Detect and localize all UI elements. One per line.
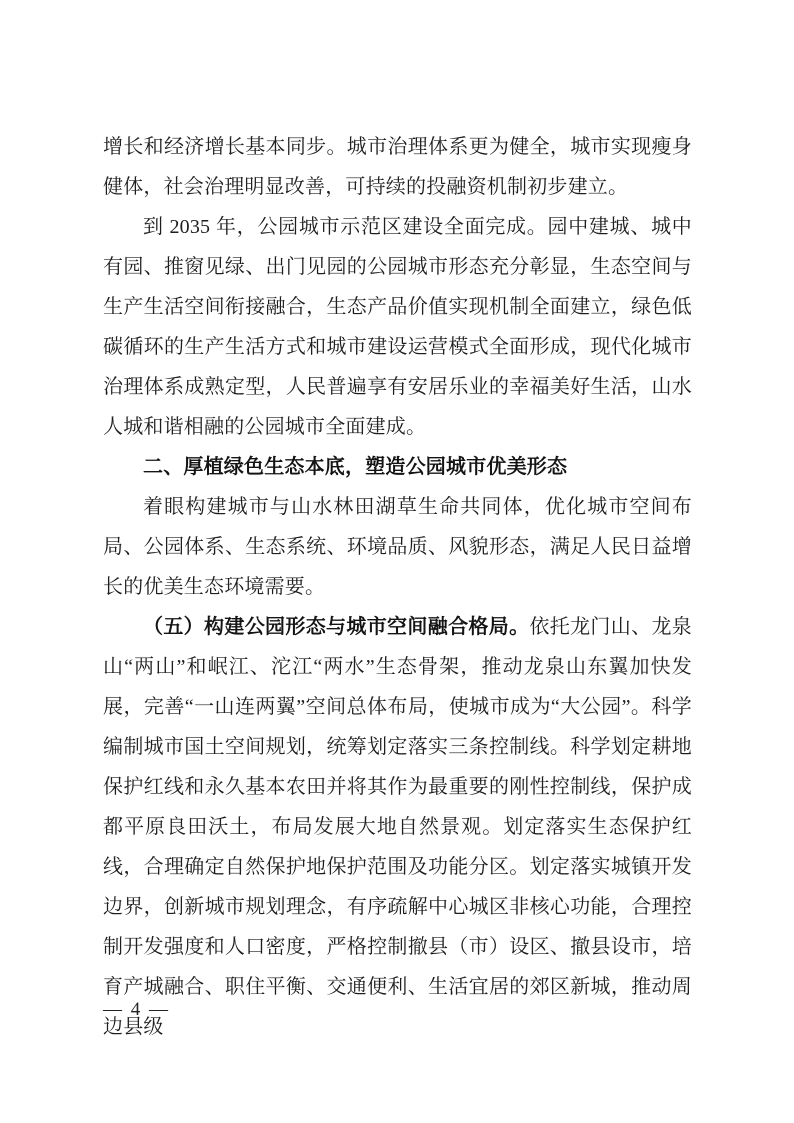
paragraph-section-intro: 着眼构建城市与山水林田湖草生命共同体，优化城市空间布局、公园体系、生态系统、环境品质、风貌形态，满足人民日益增长的优美生态环境需要。	[103, 496, 692, 598]
paragraph-item-5-text: 依托龙门山、龙泉山“两山”和岷江、沱江“两水”生态骨架，推动龙泉山东翼加快发展，完善“一山连两翼”空间总体布局，使城市成为“大公园”。科学编制城市国土空间规划，统筹划定落实三条控制线。科学划定耕地保护红线和永久基本农田并将其作为最重要的刚性控制线，保护成都平原良田沃土，布局发展大地自然景观。划定落实生态保护红线，合理确定自然保护地保护范围及功能分区。划定落实城镇开发边界，创新城市规划理念，有序疏解中心城区非核心功能，合理控制开发强度和人口密度，严格控制撤县（市）设区、撤县设市，培育产城融合、职住平衡、交通便利、生活宜居的郊区新城，推动周边县级	[103, 616, 692, 1038]
section-heading-2: 二、厚植绿色生态本底，塑造公园城市优美形态	[143, 456, 568, 478]
paragraph-2035-goals: 到 2035 年，公园城市示范区建设全面完成。园中建城、城中有园、推窗见绿、出门见园的公园城市形态充分彰显，生态空间与生产生活空间衔接融合，生态产品价值实现机制全面建立，绿色低碳循环的生产生活方式和城市建设运营模式全面形成，现代化城市治理体系成熟定型，人民普遍享有安居乐业的幸福美好生活，山水人城和谐相融的公园城市全面建成。	[103, 216, 692, 438]
document-body	[103, 127, 692, 1047]
paragraph-item-5-lead: （五）构建公园形态与城市空间融合格局。	[143, 616, 530, 638]
paragraph-continuation: 增长和经济增长基本同步。城市治理体系更为健全，城市实现瘦身健体，社会治理明显改善，可持续的投融资机制初步建立。	[103, 136, 692, 198]
page-number: — 4 —	[103, 999, 170, 1020]
paragraph-item-5	[103, 607, 692, 1047]
